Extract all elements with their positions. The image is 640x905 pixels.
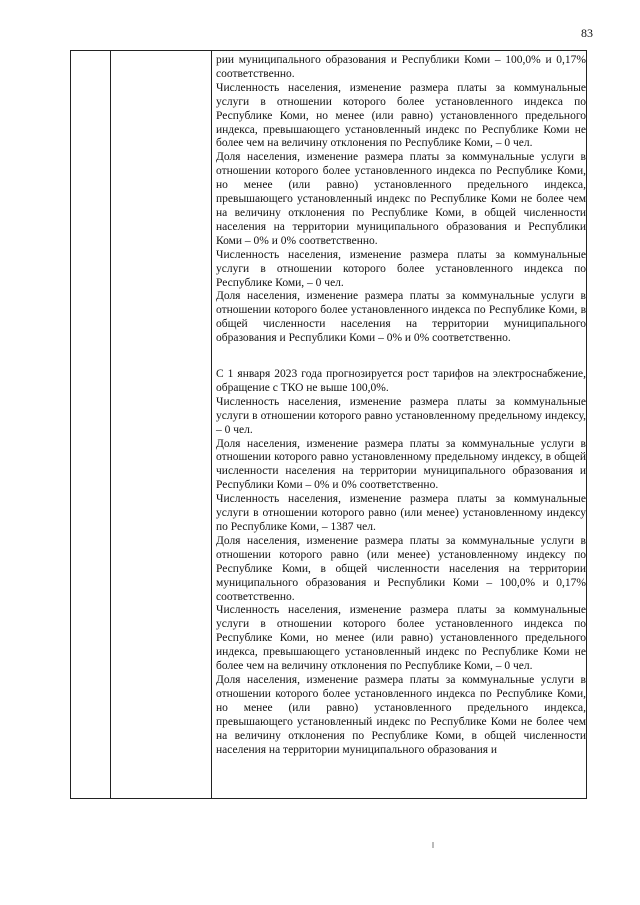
paragraph: Численность населения, изменение размера платы за коммунальные услуги в отношении которого более установленного индекса по Республике Коми, – 0 чел. xyxy=(216,248,586,289)
column-divider xyxy=(211,51,212,798)
paragraph: С 1 января 2023 года прогнозируется рост тарифов на электроснабжение, обращение с ТКО не выше 100,0%. xyxy=(216,368,586,394)
column-divider xyxy=(110,51,111,798)
paragraph: Доля населения, изменение размера платы за коммунальные услуги в отношении которого более установленного индекса по Республике Коми, но менее (или равно) установленного предельного индекса, превышающего установленный индекс по Республике Коми не более чем на величину отклонения по Республике Коми, в общей численности населения на территории муниципального образования и Республики Коми – 0% и 0% соответственно. xyxy=(216,151,586,247)
paragraph: Численность населения, изменение размера платы за коммунальные услуги в отношении которого более установленного индекса по Республике Коми, но менее (или равно) установленного предельного индекса, превышающего установленный индекс по Республике Коми не более чем на величину отклонения по Республике Коми, – 0 чел. xyxy=(216,604,586,673)
table-cell-text xyxy=(216,54,586,757)
table xyxy=(70,50,587,799)
paragraph: Численность населения, изменение размера платы за коммунальные услуги в отношении которого равно (или менее) установленному индексу по Республике Коми, – 1387 чел. xyxy=(216,493,586,533)
scan-mark xyxy=(432,842,434,848)
paragraph: Доля населения, изменение размера платы за коммунальные услуги в отношении которого более установленного индекса по Республике Коми, но менее (или равно) установленного предельного индекса, превышающего установленный индекс по Республике Коми не более чем на величину отклонения по Республике Коми, в общей численности населения на территории муниципального образования и xyxy=(216,673,586,756)
paragraph: Доля населения, изменение размера платы за коммунальные услуги в отношении которого равно (или менее) установленному индексу по Республике Коми, в общей численности населения на территории муниципального образования и Республики Коми – 100,0% и 0,17% соответственно. xyxy=(216,534,586,603)
paragraph-gap xyxy=(216,346,586,368)
paragraph: Доля населения, изменение размера платы за коммунальные услуги в отношении которого равно установленному предельному индексу, в общей численности населения на территории муниципального образования и Республики Коми – 0% и 0% соответственно. xyxy=(216,437,586,492)
paragraph: рии муниципального образования и Республики Коми – 100,0% и 0,17% соответственно. xyxy=(216,54,586,80)
paragraph: Численность населения, изменение размера платы за коммунальные услуги в отношении которого более установленного индекса по Республике Коми, но менее (или равно) установленного предельного индекса, превышающего установленный индекс по Республике Коми не более чем на величину отклонения по Республике Коми, – 0 чел. xyxy=(216,81,586,150)
paragraph: Численность населения, изменение размера платы за коммунальные услуги в отношении которого равно установленному предельному индексу, – 0 чел. xyxy=(216,395,586,436)
paragraph: Доля населения, изменение размера платы за коммунальные услуги в отношении которого более установленного индекса по Республике Коми, в общей численности населения на территории муниципального образования и Республики Коми – 0% и 0% соответственно. xyxy=(216,290,586,345)
page-number: 83 xyxy=(581,26,593,40)
